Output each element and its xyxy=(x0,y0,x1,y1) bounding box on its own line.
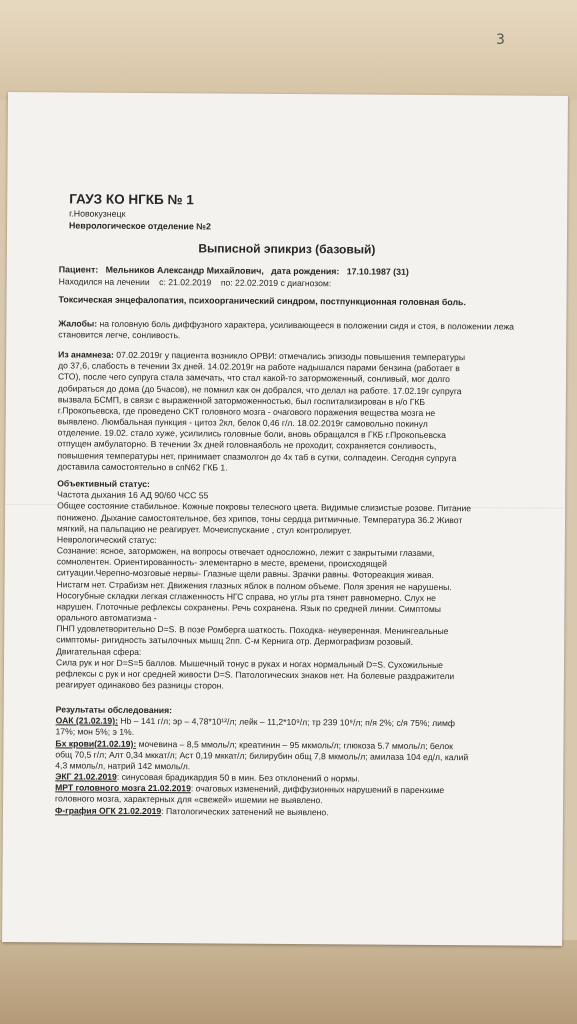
bx-text-3: 4,3 ммоль/л, натрий 142 ммоль/л. xyxy=(55,760,191,772)
dob: 17.10.1987 (31) xyxy=(346,266,409,277)
mrt-label: МРТ головного мозга 21.02.2019 xyxy=(55,782,191,794)
bx-text: мочевина – 8,5 ммоль/л; креатинин – 95 мкмоль/л; глюкоза 5.7 ммоль/л; белок xyxy=(138,738,453,751)
anamnesis-line: доставила самостоятельно в спN62 ГКБ 1. xyxy=(57,461,228,473)
anamnesis-line: выявлено. Люмбальная пункция - цитоз 2кл, белок 0,46 г/л. 18.02.2019г самовольно покинул xyxy=(57,416,428,429)
results-heading: Результаты обследования: xyxy=(55,704,173,716)
objective-line: мягкий, на пальпацию не реагирует. Мочеиспускание , стул контролирует. xyxy=(56,523,352,536)
fg-label: Ф-графия ОГК 21.02.2019 xyxy=(54,804,162,816)
anamnesis-line: 07.02.2019г у пациента возникло ОРВИ: отмечались эпизоды повышения температуры xyxy=(116,349,466,363)
oak-text: Hb – 141 г/л; эр – 4,78*10¹²/л; лейк – 11,2*10⁹/л; тр 239 10⁹/л; п/я 2%; с/я 75%; лимф xyxy=(120,715,455,729)
to-date: 22.02.2019 xyxy=(235,278,279,289)
from-label: с: xyxy=(159,277,166,288)
mrt-text-2: головного мозга, характерных для «свежей» ишемии не выявлено. xyxy=(55,793,323,806)
anamnesis-line: отпущен амбулаторно. В течении 3х дней головнаяболь не проходит, сохраняется сонливость, xyxy=(57,438,437,452)
results xyxy=(55,704,526,819)
anamnesis-line: добираться до дома (до 5часов), не помнил как он добрался, что делал на работе. 17.02.19г супруга xyxy=(57,382,462,396)
anamnesis-line: СТО), после чего супруга стала замечать, что стал какой-то заторможенный, сонливый, мог долго xyxy=(57,371,450,385)
anamnesis-line: г.Прокопьевска, где проведено СКТ головного мозга - очагового поражения вещества мозга не xyxy=(57,405,436,418)
objective-line: ситуации.Черепно-мозговые нервы- Глазные щели равны. Зрачки равны. Фотореакция живая. xyxy=(56,567,434,581)
anamnesis-label: Из анамнеза: xyxy=(58,349,114,360)
document-page xyxy=(2,92,568,946)
oak-text-2: 17%; мон 5%; э 1%. xyxy=(55,726,135,738)
complaints-label: Жалобы: xyxy=(58,318,98,329)
objective-line: Двигательная сфера: xyxy=(56,645,142,657)
background-top xyxy=(0,0,577,100)
bx-text-2: общ 70,5 г/л; Алт 0,34 мккат/л; Аст 0,19 мккат/л; билирубин общ 7,8 мкмоль/л; амилаза 104 ед/л, калий xyxy=(55,749,469,762)
complaints xyxy=(58,318,528,344)
objective-line: Сила рук и ног D=S=5 баллов. Мышечный тонус в руках и ногах нормальный D=S. Сухожильные xyxy=(55,657,443,670)
diagnosis: Токсическая энцефалопатия, психоорганический синдром, постпункционная головная боль. xyxy=(58,294,466,308)
hospital-name: ГАУЗ КО НГКБ № 1 xyxy=(69,191,194,208)
fg-text: : Патологических затенений не выявлено. xyxy=(161,805,329,817)
objective-line: Сознание: ясное, заторможен, на вопросы отвечает односложно, лежит с закрытыми глазами, xyxy=(56,545,435,559)
from-date: 21.02.2019 xyxy=(168,277,212,288)
objective-line: рефлексы с рук и ног средней живости D=S. Патологических знаков нет. На болевые раздражители xyxy=(55,668,455,682)
objective-line: симптомы- ригидность затылочных мышц 2пп. С-м Кернига отр. Дермографизм розовый. xyxy=(56,634,414,648)
anamnesis-line: вызвала БСМП, в связи с выраженной заторможенностью, был госпитализирован в н/о ГКБ xyxy=(57,394,426,407)
anamnesis-line: повышения температуры нет, принимает спазмолгон до 4х таб в сутки, солпадеин. Сегодня супруга xyxy=(57,449,457,463)
department: Неврологическое отделение №2 xyxy=(69,220,211,232)
objective-label: Объективный статус: xyxy=(57,478,150,489)
city: г.Новокузнецк xyxy=(69,208,126,219)
ekg-text: : синусовая брадикардия 50 в мин. Без отклонений о нормы. xyxy=(116,771,360,784)
patient-info xyxy=(59,264,529,291)
objective-line: Носогубные складки легкая сглаженность НГС справа, но углы рта тянет равномерно. Слух не xyxy=(56,590,436,603)
objective-line: ПНП удовлетворительно D=S. В позе Ромберга шаткость. Походка- неуверенная. Менингеальные xyxy=(56,623,449,637)
objective-status xyxy=(56,478,527,694)
objective-line: Нистагм нет. Страбизм нет. Движения глазных яблок в полном объеме. Поля зрения не нарушены. xyxy=(56,578,452,592)
anamnesis-line: до 37,6, слабость в течении 3х дней. 14.02.2019г на работе надышался парами бензина (работает в xyxy=(58,360,460,374)
objective-line: понижено. Дыхание самостоятельное, без хрипов, тоны сердца ритмичные. Температура 36.2 Живот xyxy=(57,511,463,525)
page-number: 3 xyxy=(496,32,505,48)
complaints-text: на головную боль диффузного характера, усиливающееся в положении сидя и стоя, в положении лежа становится легче, сонливость. xyxy=(58,318,514,341)
objective-line: сомнолентен. Ориентированность- элементарно в месте, времени, происходящей xyxy=(56,556,387,569)
objective-line: нарушен. Глоточные рефлексы сохранены. Речь сохранена. Язык по средней линии. Симптомы xyxy=(56,601,441,614)
objective-line: Частота дыхания 16 АД 90/60 ЧСС 55 xyxy=(57,489,209,501)
objective-line: орального автоматизма - xyxy=(56,612,157,624)
objective-line: Общее состояние стабильное. Кожные покровы телесного цвета. Видимые слизистые розове. Питание xyxy=(57,500,472,514)
patient-name: Мельников Александр Михайлович, xyxy=(105,264,264,276)
objective-line: Неврологический статус: xyxy=(56,534,157,545)
oak-label: ОАК (21.02.19): xyxy=(55,715,119,726)
ekg-label: ЭКГ 21.02.2019 xyxy=(55,771,117,782)
document-title: Выписной эпикриз (базовый) xyxy=(198,241,376,257)
anamnesis-line: отделение. 19.02. стало хуже, усилились головные боли, вновь обращался в ГКБ г.Прокопьевска xyxy=(57,427,446,441)
background-bottom xyxy=(0,940,577,1024)
dob-label: дата рождения: xyxy=(271,265,340,277)
diagnosis-suffix: с диагнозом: xyxy=(280,278,332,289)
anamnesis xyxy=(57,349,528,475)
bx-label: Бх крови(21.02.19): xyxy=(55,737,137,749)
mrt-text: : очаговых изменений, диффузионных нарушений в паренхиме xyxy=(190,783,445,796)
objective-line: реагирует одинаково без разницы сторон. xyxy=(55,679,224,691)
to-label: по: xyxy=(220,277,233,288)
stay-label: Находился на лечении xyxy=(58,276,150,288)
patient-label: Пациент: xyxy=(58,264,99,275)
